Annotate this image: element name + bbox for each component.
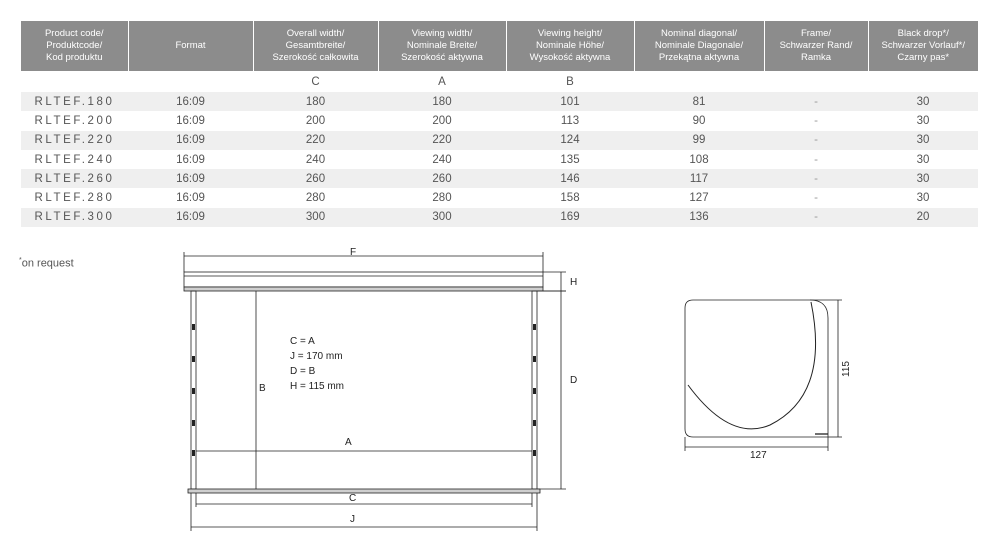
table-cell: 220 (378, 131, 506, 150)
label-115: 115 (841, 361, 852, 377)
top-housing (184, 272, 543, 287)
table-cell: 16:09 (128, 169, 253, 188)
product-code-cell: RLTEF.220 (21, 131, 128, 150)
table-cell: 124 (506, 131, 634, 150)
table-cell: 30 (868, 169, 978, 188)
product-code-cell: RLTEF.240 (21, 150, 128, 169)
column-header: Overall width/ Gesamtbreite/ Szerokość całkowita (253, 21, 378, 71)
table-cell: 127 (634, 188, 764, 207)
table-cell: 30 (868, 92, 978, 111)
table-cell: 158 (506, 188, 634, 207)
label-c: C (349, 493, 357, 504)
label-127: 127 (750, 450, 767, 461)
table-cell: 16:09 (128, 208, 253, 227)
table-cell: 260 (378, 169, 506, 188)
table-cell: 280 (378, 188, 506, 207)
note-line-4: H = 115 mm (290, 381, 344, 392)
column-header: Black drop*/ Schwarzer Vorlauf*/ Czarny pas* (868, 21, 978, 71)
table-cell: 16:09 (128, 150, 253, 169)
note-line-1: C = A (290, 336, 315, 347)
table-cell: - (764, 92, 868, 111)
table-cell: 30 (868, 150, 978, 169)
table-cell: 280 (253, 188, 378, 207)
table-cell: 136 (634, 208, 764, 227)
table-cell: 16:09 (128, 92, 253, 111)
column-header: Frame/ Schwarzer Rand/ Ramka (764, 21, 868, 71)
table-cell: 146 (506, 169, 634, 188)
column-header: Viewing height/ Nominale Höhe/ Wysokość aktywna (506, 21, 634, 71)
table-cell: 16:09 (128, 188, 253, 207)
dimension-letter-cell: A (438, 75, 446, 88)
footnote-mark: * (19, 257, 22, 264)
product-code-cell: RLTEF.260 (21, 169, 128, 188)
table-cell: 200 (253, 111, 378, 130)
footnote-text: on request (21, 257, 74, 270)
dimension-letter-cell: C (311, 75, 320, 88)
table-cell: 117 (634, 169, 764, 188)
table-cell: 81 (634, 92, 764, 111)
table-cell: - (764, 188, 868, 207)
profile-curve (688, 302, 816, 429)
table-cell: 300 (253, 208, 378, 227)
table-cell: 169 (506, 208, 634, 227)
table-cell: 20 (868, 208, 978, 227)
product-code-cell: RLTEF.300 (21, 208, 128, 227)
table-cell: 240 (253, 150, 378, 169)
side-profile-drawing (685, 300, 842, 451)
label-b: B (259, 383, 266, 394)
table-cell: 113 (506, 111, 634, 130)
table-cell: 16:09 (128, 131, 253, 150)
table-cell: 90 (634, 111, 764, 130)
table-cell: 260 (253, 169, 378, 188)
note-line-2: J = 170 mm (290, 351, 343, 362)
table-cell: 99 (634, 131, 764, 150)
table-cell: 30 (868, 131, 978, 150)
table-cell: - (764, 131, 868, 150)
column-header: Viewing width/ Nominale Breite/ Szerokość aktywna (378, 21, 506, 71)
table-cell: 30 (868, 188, 978, 207)
table-cell: 220 (253, 131, 378, 150)
table-cell: 30 (868, 111, 978, 130)
table-cell: 108 (634, 150, 764, 169)
profile-outline (685, 300, 828, 437)
label-h: H (570, 277, 578, 288)
bottom-bar (188, 489, 540, 493)
table-cell: 200 (378, 111, 506, 130)
column-header: Format (128, 21, 253, 71)
column-header: Nominal diagonal/ Nominale Diagonale/ Przekątna aktywna (634, 21, 764, 71)
table-cell: 101 (506, 92, 634, 111)
dimension-letter-cell: B (566, 75, 574, 88)
note-line-3: D = B (290, 366, 316, 377)
label-f: F (350, 247, 357, 258)
label-j: J (350, 514, 355, 525)
product-code-cell: RLTEF.200 (21, 111, 128, 130)
table-cell: 180 (253, 92, 378, 111)
table-cell: - (764, 111, 868, 130)
table-cell: 135 (506, 150, 634, 169)
front-view-drawing (184, 252, 566, 531)
product-code-cell: RLTEF.280 (21, 188, 128, 207)
table-cell: 16:09 (128, 111, 253, 130)
table-cell: 300 (378, 208, 506, 227)
table-cell: - (764, 208, 868, 227)
column-header: Product code/ Produktcode/ Kod produktu (21, 21, 128, 71)
label-d: D (570, 375, 578, 386)
table-cell: 180 (378, 92, 506, 111)
table-cell: 240 (378, 150, 506, 169)
product-code-cell: RLTEF.180 (21, 92, 128, 111)
table-cell: - (764, 150, 868, 169)
label-a: A (345, 437, 352, 448)
table-cell: - (764, 169, 868, 188)
top-housing-bottom (184, 287, 543, 291)
